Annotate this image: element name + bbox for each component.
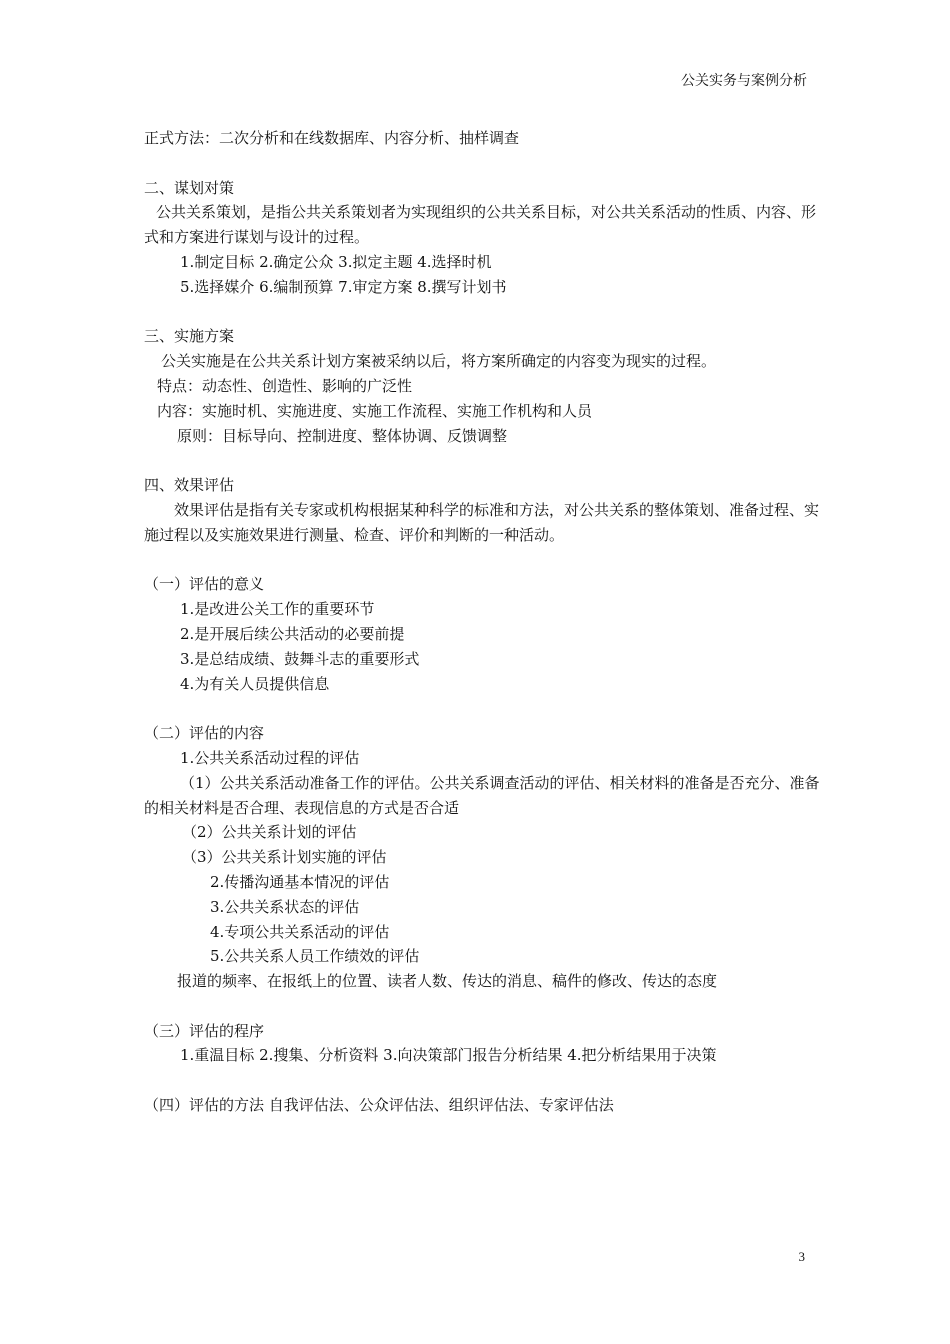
- section-heading-4: 四、效果评估: [144, 476, 235, 495]
- list-planning-steps-2: 5.选择媒介 6.编制预算 7.审定方案 8.撰写计划书: [180, 277, 507, 296]
- list-item: 3.公共关系状态的评估: [210, 897, 360, 916]
- subsection-heading-1: （一）评估的意义: [144, 575, 265, 594]
- paragraph-features: 特点：动态性、创造性、影响的广泛性: [157, 376, 413, 395]
- section-heading-3: 三、实施方案: [144, 327, 235, 346]
- list-item: （3）公共关系计划实施的评估: [182, 848, 387, 867]
- paragraph-implementation-definition: 公关实施是在公共关系计划方案被采纳以后，将方案所确定的内容变为现实的过程。: [161, 352, 717, 371]
- section-heading-2: 二、谋划对策: [144, 178, 235, 197]
- list-item: 3.是总结成绩、鼓舞斗志的重要形式: [180, 649, 420, 668]
- subsection-heading-4: （四）评估的方法 自我评估法、公众评估法、组织评估法、专家评估法: [144, 1096, 614, 1115]
- subsection-heading-2: （二）评估的内容: [144, 724, 265, 743]
- list-item: （2）公共关系计划的评估: [182, 823, 357, 842]
- list-planning-steps-1: 1.制定目标 2.确定公众 3.拟定主题 4.选择时机: [180, 252, 492, 271]
- list-item: 2.是开展后续公共活动的必要前提: [180, 624, 405, 643]
- paragraph-evaluation-definition: 效果评估是指有关专家或机构根据某种科学的标准和方法，对公共关系的整体策划、准备过程、实施过程以及实施效果进行测量、检查、评价和判断的一种活动。: [144, 500, 820, 544]
- list-item: 4.为有关人员提供信息: [180, 674, 330, 693]
- running-header: 公关实务与案例分析: [681, 73, 807, 89]
- page-number: 3: [798, 1249, 805, 1264]
- paragraph-media-metrics: 报道的频率、在报纸上的位置、读者人数、传达的消息、稿件的修改、传达的态度: [177, 972, 718, 991]
- list-item: 1.公共关系活动过程的评估: [180, 748, 360, 767]
- subsection-heading-3: （三）评估的程序: [144, 1021, 265, 1040]
- list-procedure-steps: 1.重温目标 2.搜集、分析资料 3.向决策部门报告分析结果 4.把分析结果用于决策: [180, 1046, 717, 1065]
- paragraph-principles: 原则：目标导向、控制进度、整体协调、反馈调整: [177, 426, 508, 445]
- paragraph-preparation-evaluation: （1）公共关系活动准备工作的评估。公共关系调查活动的评估、相关材料的准备是否充分、准备的相关材料是否合理、表现信息的方式是否合适: [144, 773, 820, 817]
- list-item: 1.是改进公关工作的重要环节: [180, 600, 375, 619]
- paragraph-planning-definition: 公共关系策划，是指公共关系策划者为实现组织的公共关系目标，对公共关系活动的性质、内容、形式和方案进行谋划与设计的过程。: [144, 203, 817, 247]
- document-body: [144, 126, 824, 1118]
- list-item: 5.公共关系人员工作绩效的评估: [210, 947, 420, 966]
- list-item: 2.传播沟通基本情况的评估: [210, 872, 390, 891]
- paragraph-contents: 内容：实施时机、实施进度、实施工作流程、实施工作机构和人员: [157, 401, 593, 420]
- list-item: 4.专项公共关系活动的评估: [210, 922, 390, 941]
- paragraph-formal-methods: 正式方法：二次分析和在线数据库、内容分析、抽样调查: [144, 129, 520, 147]
